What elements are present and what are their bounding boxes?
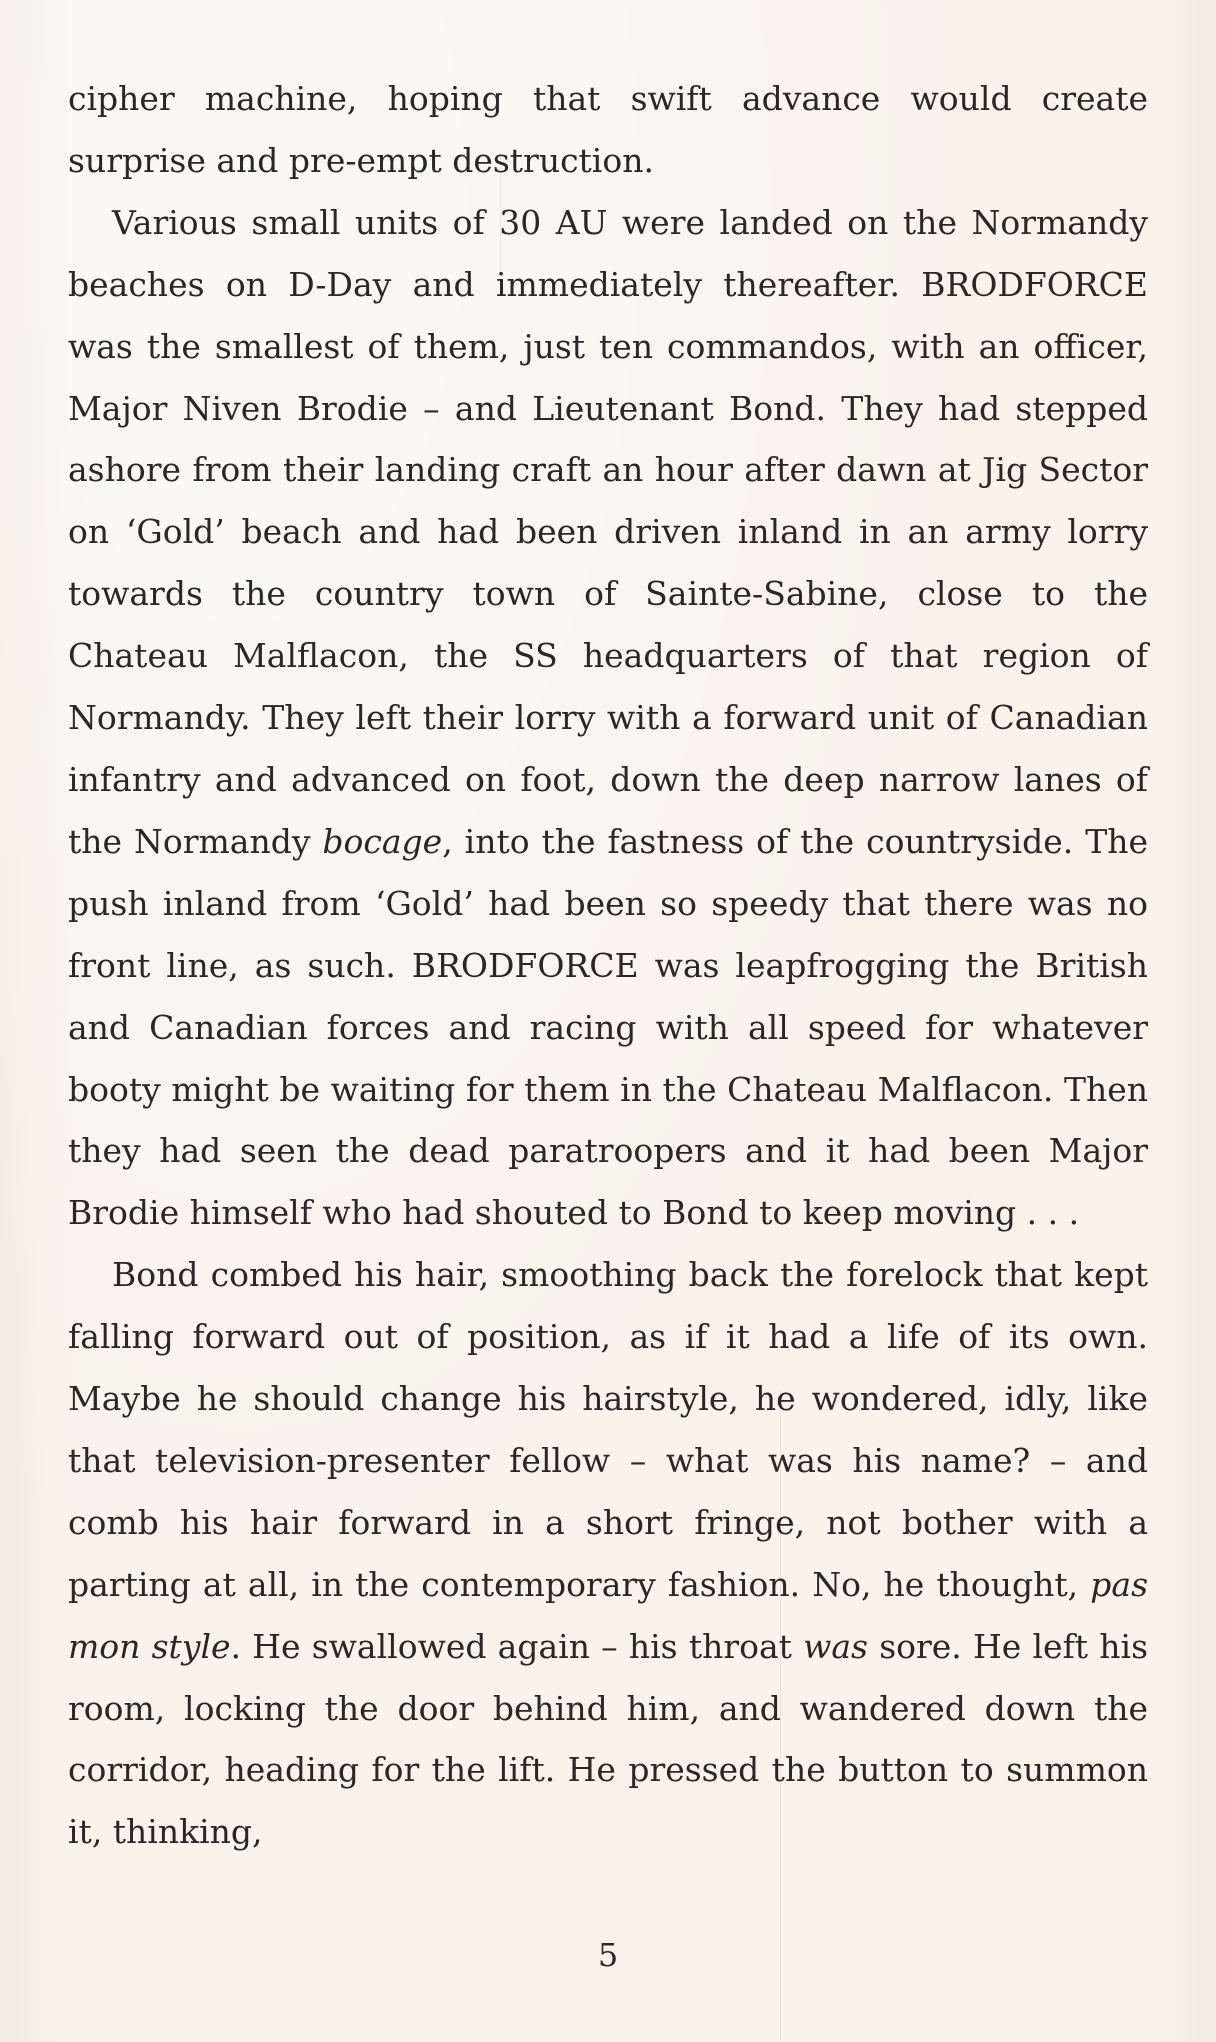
text-run: sore. He left his room, locking the door behind him, and wandered down the corridor, heading for the lift. He pressed the button to summon it, thinking, — [68, 1626, 1149, 1852]
paragraph-1 — [68, 68, 1148, 192]
text-run: Various small units of 30 AU were landed on the Normandy beaches on D-Day and immediately thereafter. BRODFORCE was the smallest of them, just ten commandos, with an officer, Major Niven Brodie – and Lieutenant Bond. They had stepped ashore from their landing craft an hour after dawn at Jig Sector on ‘Gold’ beach and had been driven inland in an army lorry towards the country town of Sainte-Sabine, close to the Chateau Malflacon, the SS headquarters of that region of Normandy. They left their lorry with a forward unit of Canadian infantry and advanced on foot, down the deep narrow lanes of the Normandy — [68, 202, 1148, 861]
italic-text: bocage — [322, 821, 443, 861]
italic-text: pas mon style — [68, 1564, 1148, 1666]
text-run: cipher machine, hoping that swift advance would create surprise and pre-empt destruction. — [68, 79, 1148, 180]
body-text — [68, 68, 1148, 1863]
italic-text: was — [803, 1626, 868, 1666]
text-run: , into the fastness of the countryside. The push inland from ‘Gold’ had been so speedy that there was no front line, as such. BRODFORCE was leapfrogging the British and Canadian forces and racing with all speed for whatever booty might be waiting for them in the Chateau Malflacon. Then they had seen the dead paratroopers and it had been Major Brodie himself who had shouted to Bond to keep moving . . . — [68, 821, 1148, 1233]
page-number: 5 — [597, 1936, 619, 1974]
paragraph-3 — [68, 1244, 1148, 1863]
text-run: . He swallowed again – his throat — [230, 1626, 804, 1666]
text-run: Bond combed his hair, smoothing back the forelock that kept falling forward out of position, as if it had a life of its own. Maybe he should change his hairstyle, he wondered, idly, like that television-presenter fellow – what was his name? – and comb his hair forward in a short fringe, not bother with a parting at all, in the contemporary fashion. No, he thought, — [68, 1255, 1148, 1604]
paragraph-2 — [68, 192, 1148, 1244]
